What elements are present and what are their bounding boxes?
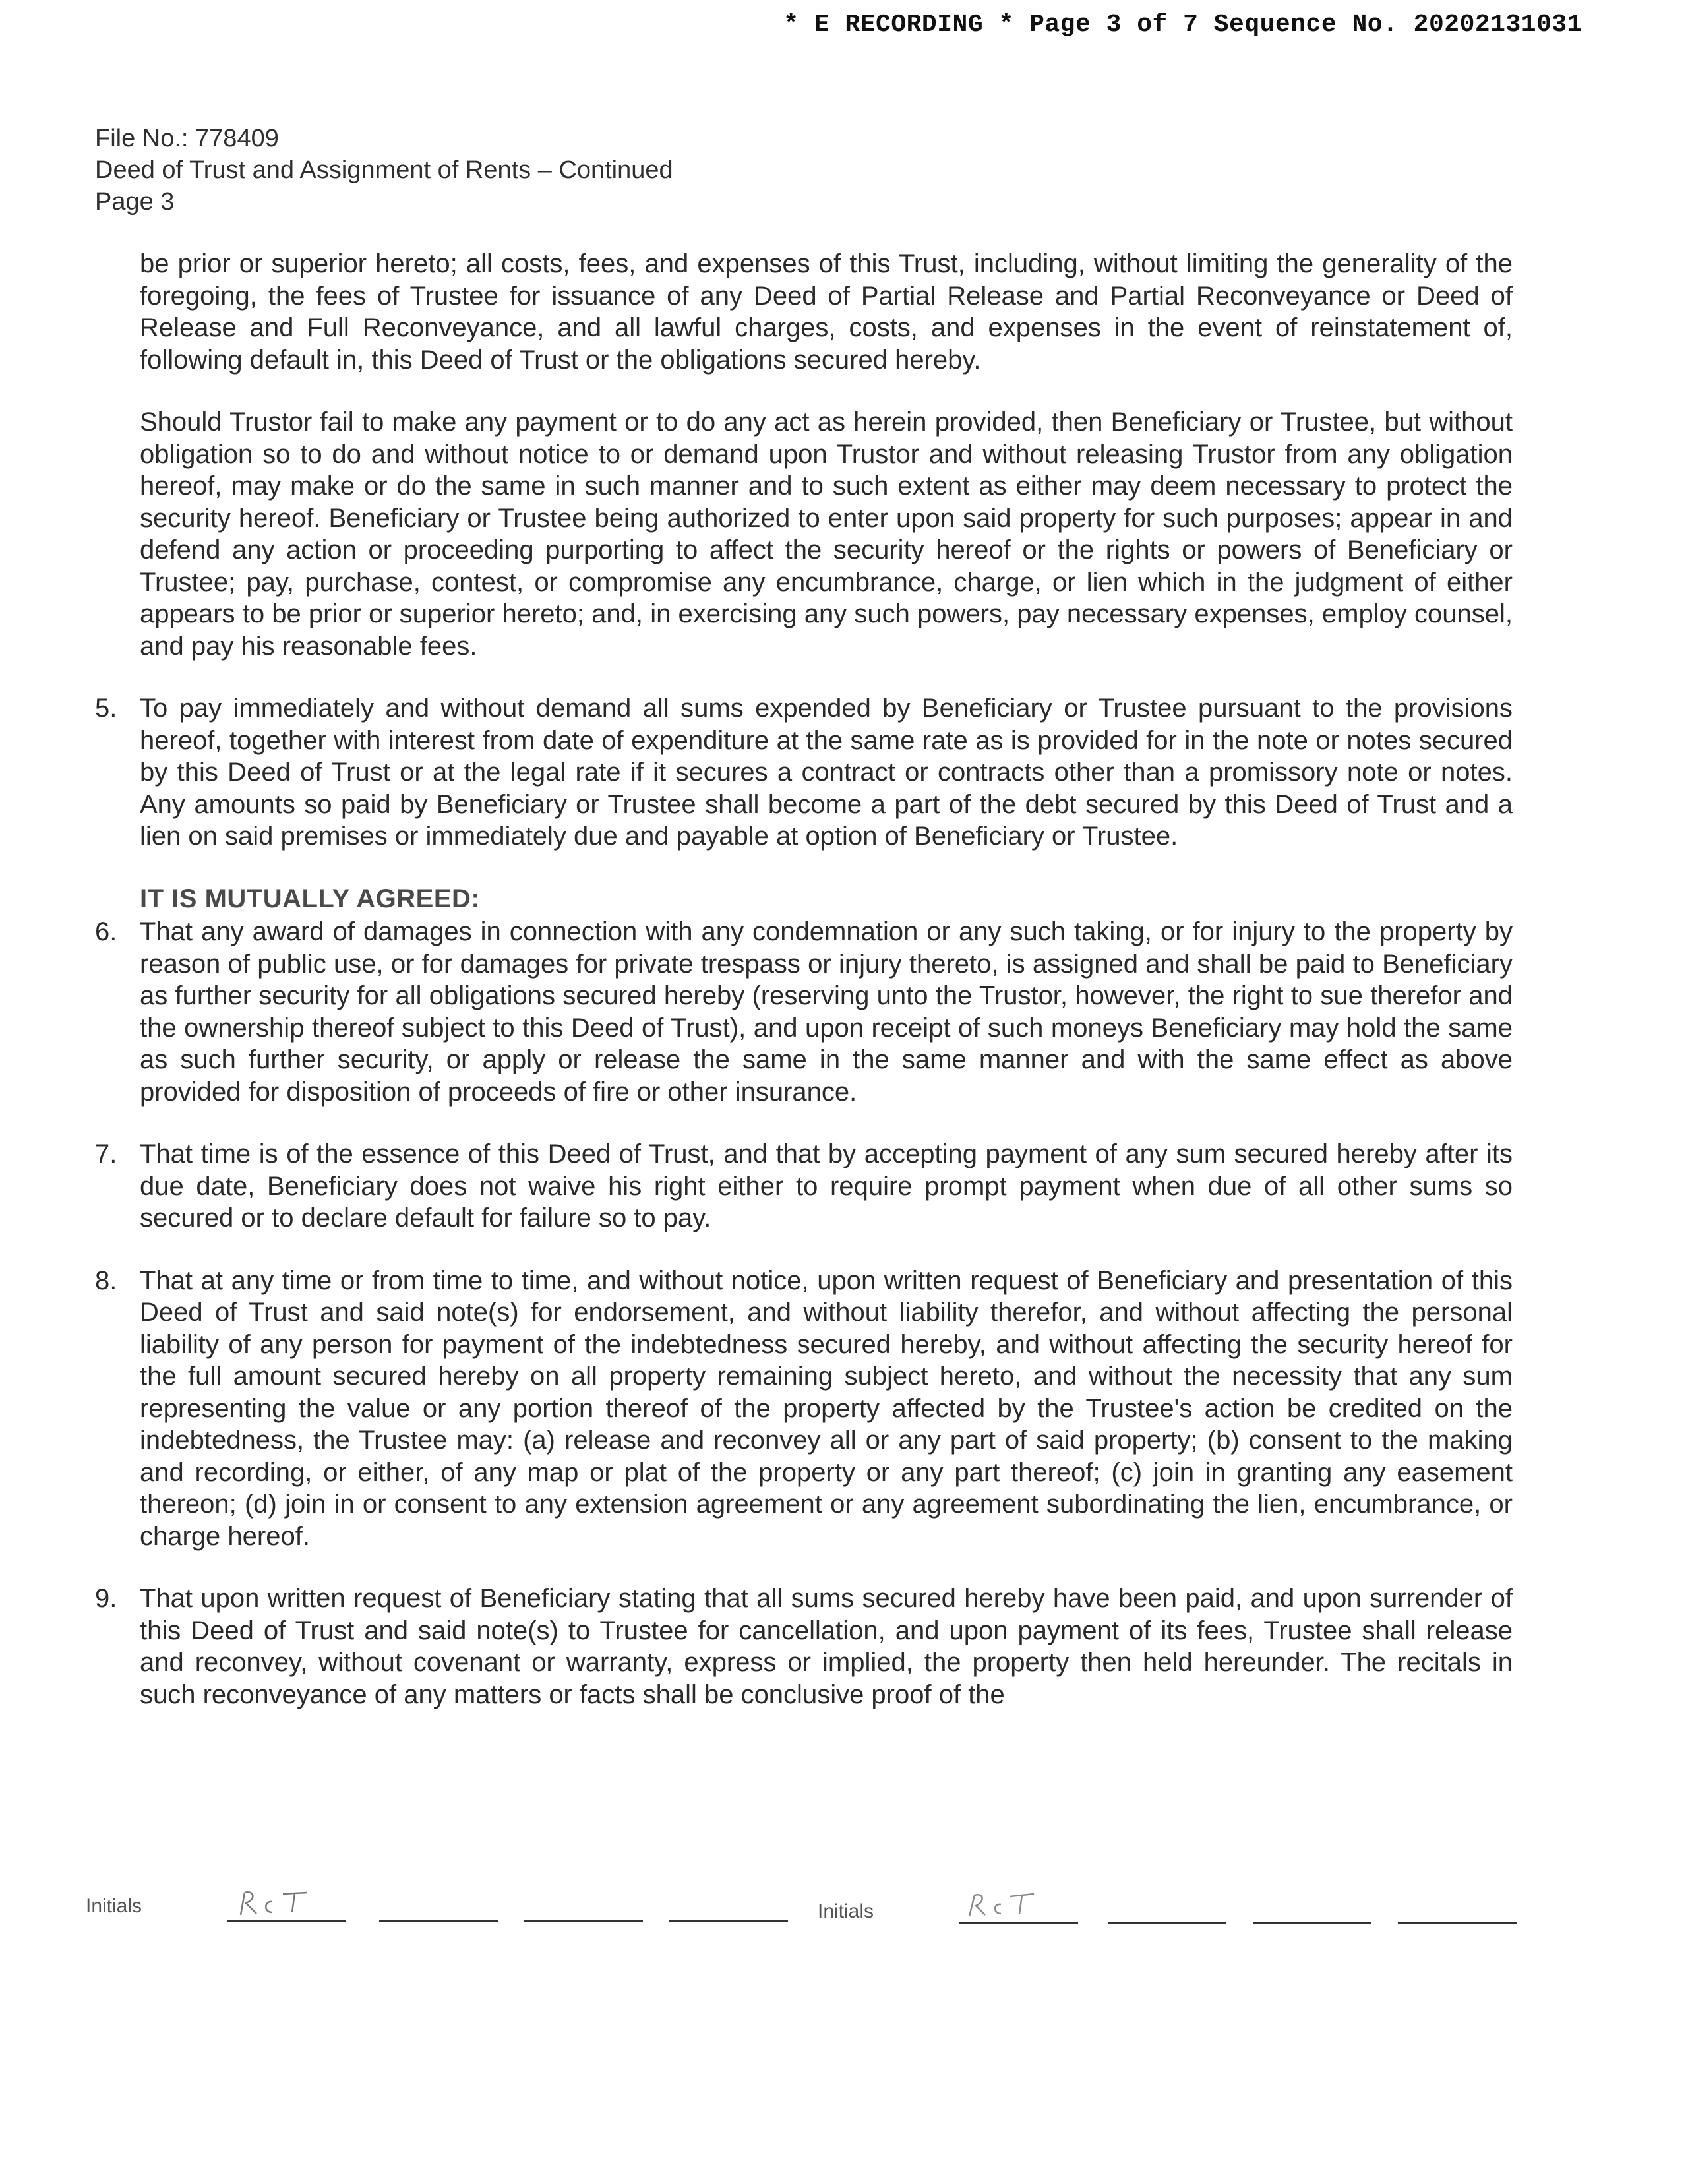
initials-line [227,1920,346,1922]
item-number: 8. [95,1265,117,1295]
list-item [95,1265,1513,1553]
handwritten-initials-left [234,1886,313,1919]
item-number: 6. [95,917,117,946]
initials-line [1108,1922,1226,1924]
initials-line [669,1920,788,1922]
initials-line [1253,1922,1372,1924]
initials-line [379,1920,498,1922]
handwritten-initials-right [963,1887,1042,1920]
document-body [95,248,1513,1741]
item-text: That any award of damages in connection with any condemnation or any such taking, or for injury to the property by reason of public use, or for damages for private trespass or injury thereto, is assigned and shall be paid to Beneficiary as further security for all obligations secured hereby (reserving unto the Trustor, however, the right to sue therefor and the ownership thereof subject to this Deed of Trust), and upon receipt of such moneys Beneficiary may hold the same as such further security, or apply or release the same in the same manner and with the same effect as above provided for disposition of proceeds of fire or other insurance. [140,917,1513,1107]
section-heading: IT IS MUTUALLY AGREED: [140,884,481,913]
paragraph-trustor-failure: Should Trustor fail to make any payment or to do any act as herein provided, then Beneficiary or Trustee, but without obligation so to do and without notice to or demand upon Trustor and without releasing Trustor from any obligation hereof, may make or do the same in such manner and to such extent as either may deem necessary to protect the security hereof. Beneficiary or Trustee being authorized to enter upon said property for such purposes; appear in and defend any action or proceeding purporting to affect the security hereof or the rights or powers of Beneficiary or Trustee; pay, purchase, contest, or compromise any encumbrance, charge, or lien which in the judgment of either appears to be prior or superior hereto; and, in exercising any such powers, pay necessary expenses, employ counsel, and pay his reasonable fees. [140,408,1513,661]
item-text: That upon written request of Beneficiary stating that all sums secured hereby have been paid, and upon surrender of this Deed of Trust and said note(s) to Trustee for cancellation, and upon payment of its fees, Trustee shall release and reconvey, without covenant or warranty, express or implied, the property then held hereunder. The recitals in such reconveyance of any matters or facts shall be conclusive proof of the [140,1584,1513,1709]
item-text: That time is of the essence of this Deed of Trust, and that by accepting payment of any sum secured hereby after its due date, Beneficiary does not waive his right either to require prompt payment when due of all other sums so secured or to declare default for failure so to pay. [140,1139,1513,1232]
file-header [95,123,673,218]
list-item [95,692,1513,853]
initials-line [1398,1922,1517,1924]
list-item [95,1138,1513,1234]
item-text: That at any time or from time to time, and without notice, upon written request of Beneficiary and presentation of this Deed of Trust and said note(s) for endorsement, and without liability therefor, and without affecting the personal liability of any person for payment of the indebtedness secured hereby, and without affecting the security hereof for the full amount secured hereby on all property remaining subject hereto, and without the necessity that any sum representing the value or any portion thereof of the property affected by the Trustee's action be credited on the indebtedness, the Trustee may: (a) release and reconvey all or any part of said property; (b) consent to the making and recording, or either, of any map or plat of the property or any part thereof; (c) join in granting any easement thereon; (d) join in or consent to any extension agreement or any agreement subordinating the lien, encumbrance, or charge hereof. [140,1265,1513,1551]
item-number: 7. [95,1139,117,1168]
initials-line [524,1920,643,1922]
list-item [95,916,1513,1108]
paragraph-continued: be prior or superior hereto; all costs, fees, and expenses of this Trust, including, without limiting the generality of the foregoing, the fees of Trustee for issuance of any Deed of Partial Release and Partial Reconveyance or Deed of Release and Full Reconveyance, and all lawful charges, costs, and expenses in the event of reinstatement of, following default in, this Deed of Trust or the obligations secured hereby. [140,249,1513,375]
initials-row [86,1886,1517,1939]
page-label: Page 3 [95,188,175,216]
initials-label-right: Initials [818,1900,874,1922]
file-number: File No.: 778409 [95,125,279,152]
item-number: 9. [95,1584,117,1613]
recording-header: * E RECORDING * Page 3 of 7 Sequence No. 20202131031 [783,11,1582,39]
list-item [95,1583,1513,1711]
item-number: 5. [95,694,117,723]
document-title: Deed of Trust and Assignment of Rents – Continued [95,156,673,184]
initials-line [959,1922,1078,1924]
initials-label-left: Initials [86,1895,142,1917]
item-text: To pay immediately and without demand all sums expended by Beneficiary or Trustee pursuant to the provisions hereof, together with interest from date of expenditure at the same rate as is provided for in the note or notes secured by this Deed of Trust or at the legal rate if it secures a contract or contracts other than a promissory note or notes. Any amounts so paid by Beneficiary or Trustee shall become a part of the debt secured by this Deed of Trust and a lien on said premises or immediately due and payable at option of Beneficiary or Trustee. [140,694,1513,851]
